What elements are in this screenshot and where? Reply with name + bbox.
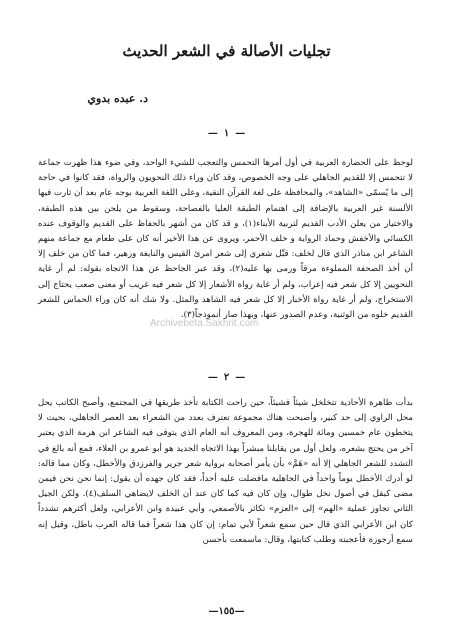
article-title: تجليات الأصالة في الشعر الحديث	[122, 42, 331, 60]
page-number: —١٥٥—	[208, 606, 245, 617]
section-number-1-label: ١	[223, 128, 230, 139]
section-number-2-label: ٢	[223, 372, 230, 383]
page-number-value: ١٥٥	[218, 606, 235, 617]
author-name: د. عبده بدوي	[87, 92, 148, 105]
archive-watermark: Archivebeta.Sakhrit.com	[150, 318, 259, 329]
section-number-1: —١—	[207, 128, 246, 139]
section-number-2: —٢—	[207, 372, 246, 383]
section-1-paragraph: لوحظ على الحضارة العربية في أول أمرها التحمس والتعجب للشيء الواحد، وفي ضوء هذا ظهرت جماعة لا تتحمس إلا للقديم الجاهلي على وجه الخصوص، وقد كان وراء ذلك النحويون والرواة، فقد كانوا في حاجة إلى ما يُسمّى «الشاهد»، والمحافظة على لغة القرآن النقية، وعلى اللغة العربية بوجه عام بعد أن ثارت فيها الألسنة غير العربية بالإضافة إلى اهتمام الطبقة العليا بالفصاحة، وسقوط من يلحن بين هذه الطبقة، والاختيار من يعلن الأدب القديم لتربية الأبناء(١)، و قد كان من أشهر بالحفاظ على القديم والوقوف عنده الكسائي والأخفش وحماد الرواية و خلف الأحمر، ويروى عن هذا الأخير أنه كان على طعام مع جماعة منهم الشاعر ابن مناذر الذي قال لخلف: قبِّل شعري إلى شعر امرئ القيس والنابغة وزهير، فما كان من خلف إلا أن أخذ الصحفة المملوءة مرقاً ورمى بها عليه(٢)، وقد عبر الجاحظ عن هذا الاتجاه بقوله: لم أر غاية النحويين إلا كل شعر فيه إعراب، ولم أر غاية رواة الأشعار إلا كل شعر فيه غريب أو معنى صعب يحتاج إلى الاستخراج، ولم أر غاية رواة الأخبار إلا كل شعر فيه الشاهد والمثل. ولا شك أنه كان وراء الحماس للشعر القديم خلوه من الوثنية، وعدم الصدور عنها، وبهذا صار أنموذجاً(٣).	[38, 158, 414, 321]
section-2-paragraph: بدأت ظاهرة الأحادية تتخلخل شيئاً فشيئاً، حين راحت الكتابة تأخذ طريقها في المجتمع، وأصبح الكاتب يحل محل الراوي إلى حد كبير، وأصبحت هناك مجموعة تعترف بعدد من الشعراء بعد العصر الجاهلي، بحيث لا يتخطون عام خمسين ومائة للهجرة، ومن المعروف أنه العام الذي يتوفى فيه الشاعر ابن هرمة الذي يعتبر آخر من يحتج بشعره، ولعل أول من يقابلنا مبشراً بهذا الاتجاه الجديد هو أبو عمرو بن العلاء، فمع أنه بالغ في التشدد للشعر الجاهلي إلا أنه «هَمَّ» بأن يأمر أصحابه برواية شعر جرير والفرزدق والأخطل، وكان مما قاله: لو أدرك الأخطل يوماً واحداً في الجاهلية مافضلت عليه أحداً، فقد كان جهده أن يقول: إنما نحن نحن فيمن مضى كبقل في أصول نخل طوال، وإن كان فيه كما كان عند أن الخلف لايضاهي السلف(٤). ولكن الجيل الثاني تجاوز عملية «الهم» إلى «العزم» تكاثر بالأصمعي، وأبي عبيدة وابن الأعرابي، ولعل أكثرهم تشدداً كان ابن الأعرابي الذي قال حين سمع شعراً لأبي تمام: إن كان هذا شعراً فما قاله العرب باطل، وقيل إنه سمع أرجوزة فأعجبته وطلب كتابتها، وقال: ماسمعت بأحسن	[38, 398, 413, 545]
